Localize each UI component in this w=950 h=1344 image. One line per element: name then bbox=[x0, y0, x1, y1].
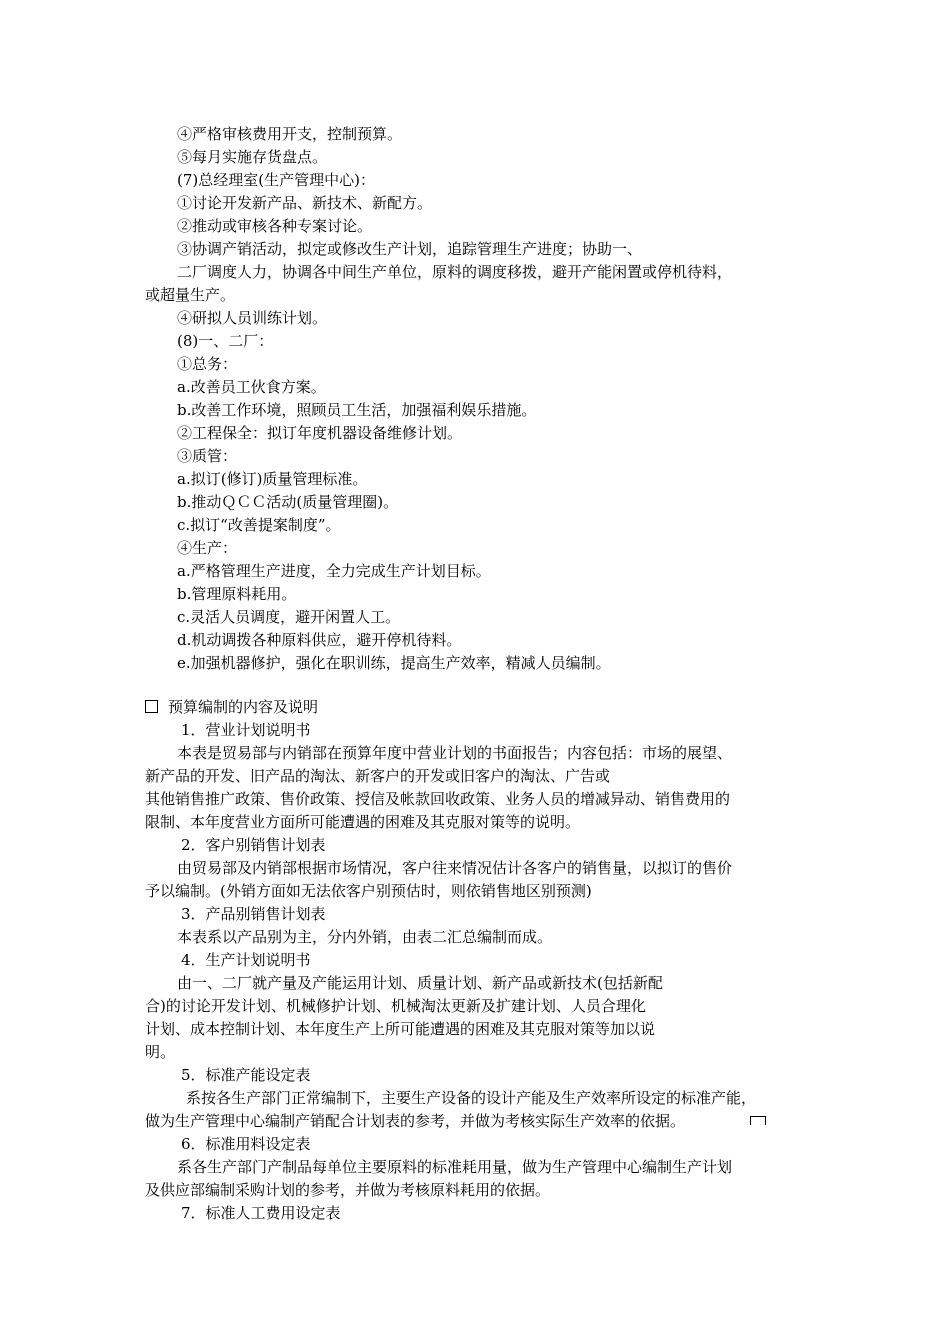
text-line: 本表是贸易部与内销部在预算年度中营业计划的书面报告；内容包括：市场的展望、 bbox=[177, 744, 733, 762]
text-line: 由贸易部及内销部根据市场情况，客户往来情况估计各客户的销售量，以拟订的售价 bbox=[177, 859, 733, 877]
subsection-title: 6．标准用料设定表 bbox=[181, 1135, 311, 1153]
text-line: 由一、二厂就产量及产能运用计划、质量计划、新产品或新技术(包括新配 bbox=[177, 974, 663, 992]
text-line: c.灵活人员调度，避开闲置人工。 bbox=[177, 608, 401, 626]
text-line: 予以编制。(外销方面如无法依客户别预估时，则依销售地区别预测) bbox=[145, 882, 592, 900]
subsection-title: 7．标准人工费用设定表 bbox=[181, 1204, 341, 1222]
text-line: 系各生产部门产制品每单位主要原料的标准耗用量，做为生产管理中心编制生产计划 bbox=[177, 1158, 733, 1176]
bracket-mark-icon bbox=[750, 1116, 766, 1125]
section-heading-text: 预算编制的内容及说明 bbox=[168, 698, 319, 716]
text-line: c.拟订“改善提案制度”。 bbox=[177, 516, 341, 534]
text-line: ④生产： bbox=[177, 539, 238, 557]
text-line: a.严格管理生产进度，全力完成生产计划目标。 bbox=[177, 562, 491, 580]
text-line: 做为生产管理中心编制产销配合计划表的参考，并做为考核实际生产效率的依据。 bbox=[145, 1112, 686, 1130]
subsection-title: 4．生产计划说明书 bbox=[181, 951, 311, 969]
text-line: 新产品的开发、旧产品的淘汰、新客户的开发或旧客户的淘汰、广告或 bbox=[145, 767, 611, 785]
text-line: b.管理原料耗用。 bbox=[177, 585, 297, 603]
text-line: ③质管： bbox=[177, 447, 238, 465]
text-line: 或超量生产。 bbox=[145, 286, 236, 304]
text-line: ①总务： bbox=[177, 355, 238, 373]
text-line: 其他销售推广政策、售价政策、授信及帐款回收政策、业务人员的增减异动、销售费用的 bbox=[145, 790, 731, 808]
text-line: a.拟订(修订)质量管理标准。 bbox=[177, 470, 368, 488]
text-line: ②推动或审核各种专案讨论。 bbox=[177, 217, 373, 235]
text-line: 本表系以产品别为主，分内外销，由表二汇总编制而成。 bbox=[177, 928, 553, 946]
section-heading bbox=[145, 696, 318, 718]
text-line: 及供应部编制采购计划的参考，并做为考核原料耗用的依据。 bbox=[145, 1181, 551, 1199]
text-line: ⑤每月实施存货盘点。 bbox=[177, 148, 328, 166]
text-line: ④研拟人员训练计划。 bbox=[177, 309, 328, 327]
text-line: ③协调产销活动，拟定或修改生产计划，追踪管理生产进度；协助一、 bbox=[177, 240, 643, 258]
subsection-title: 3．产品别销售计划表 bbox=[181, 905, 326, 923]
text-line: ④严格审核费用开支，控制预算。 bbox=[177, 125, 403, 143]
checkbox-square-icon bbox=[145, 700, 158, 713]
text-line: (8)一、二厂： bbox=[177, 332, 274, 350]
subsection-title: 5．标准产能设定表 bbox=[181, 1066, 311, 1084]
text-line: 系按各生产部门正常编制下，主要生产设备的设计产能及生产效率所设定的标准产能， bbox=[186, 1089, 757, 1107]
text-line: 二厂调度人力，协调各中间生产单位，原料的调度移拨，避开产能闲置或停机待料， bbox=[177, 263, 733, 281]
text-line: 限制、本年度营业方面所可能遭遇的困难及其克服对策等的说明。 bbox=[145, 813, 581, 831]
text-line: b.推动ＱＣＣ活动(质量管理圈)。 bbox=[177, 493, 399, 511]
text-line: d.机动调拨各种原料供应，避开停机待料。 bbox=[177, 631, 462, 649]
subsection-title: 2．客户别销售计划表 bbox=[181, 836, 326, 854]
text-line: ②工程保全：拟订年度机器设备维修计划。 bbox=[177, 424, 463, 442]
text-line: (7)总经理室(生产管理中心)： bbox=[177, 171, 375, 189]
text-line: 计划、成本控制计划、本年度生产上所可能遭遇的困难及其克服对策等加以说 bbox=[145, 1020, 656, 1038]
text-line: 合)的讨论开发计划、机械修护计划、机械淘汰更新及扩建计划、人员合理化 bbox=[145, 997, 646, 1015]
subsection-title: 1．营业计划说明书 bbox=[181, 721, 311, 739]
text-line: e.加强机器修护，强化在职训练，提高生产效率，精减人员编制。 bbox=[177, 654, 611, 672]
text-line: a.改善员工伙食方案。 bbox=[177, 378, 326, 396]
text-line: b.改善工作环境，照顾员工生活，加强福利娱乐措施。 bbox=[177, 401, 537, 419]
text-line: ①讨论开发新产品、新技术、新配方。 bbox=[177, 194, 433, 212]
text-line: 明。 bbox=[145, 1043, 176, 1061]
